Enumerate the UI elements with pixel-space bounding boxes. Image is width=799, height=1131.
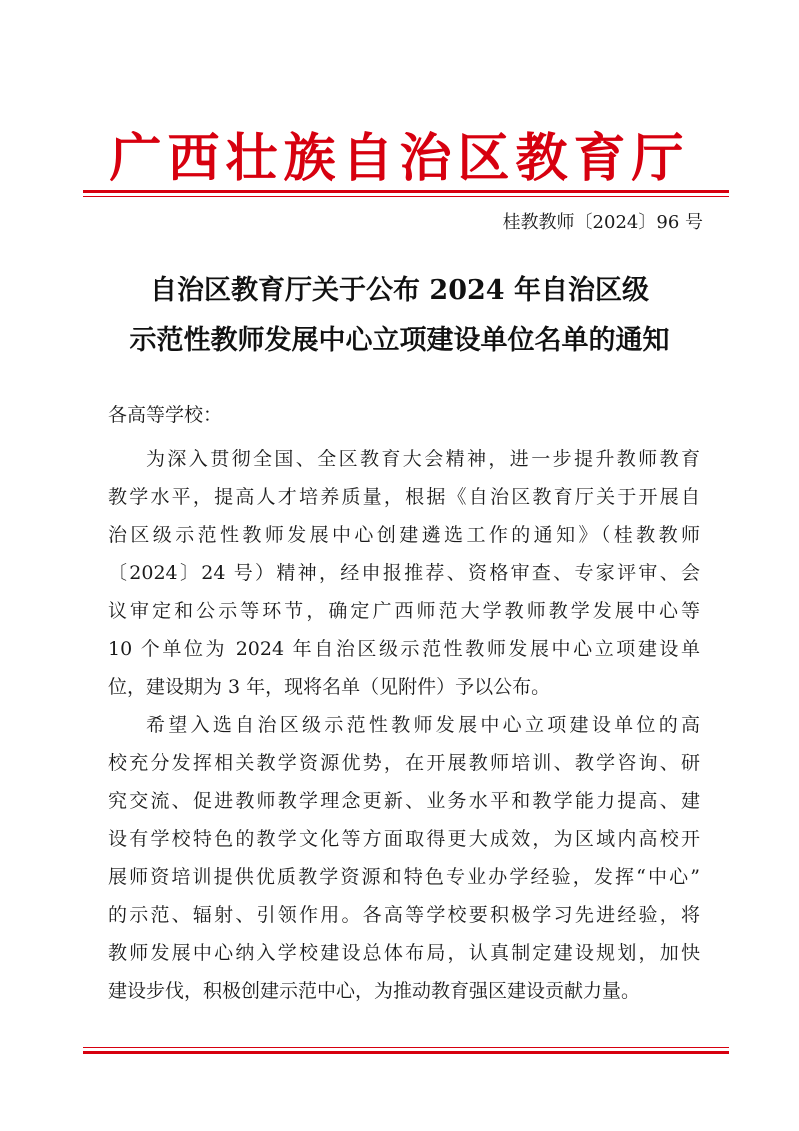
document-title: [0, 266, 799, 366]
paragraph-1: [108, 440, 700, 706]
paragraph-line: 治区级示范性教师发展中心创建遴选工作的通知》（桂教教师: [108, 524, 700, 546]
header-divider-thick: [83, 190, 729, 193]
paragraph-line: 〔2024〕24 号）精神，经申报推荐、资格审查、专家评审、会: [108, 562, 700, 584]
document-title-line: 自治区教育厅关于公布 2024 年自治区级: [150, 275, 649, 306]
paragraph-line: 议审定和公示等环节，确定广西师范大学教师教学发展中心等: [108, 600, 700, 622]
salutation: 各高等学校：: [108, 404, 223, 426]
document-title-line: 示范性教师发展中心立项建设单位名单的通知: [129, 325, 670, 356]
paragraph-line: 展师资培训提供优质教学资源和特色专业办学经验，发挥“中心”: [108, 866, 700, 888]
paragraph-line: 究交流、促进教师教学理念更新、业务水平和教学能力提高、建: [108, 790, 700, 812]
paragraph-line: 建设步伐，积极创建示范中心，为推动教育强区建设贡献力量。: [108, 980, 641, 1002]
paragraph-line: 为深入贯彻全国、全区教育大会精神，进一步提升教师教育: [146, 448, 700, 470]
paragraph-line: 希望入选自治区级示范性教师发展中心立项建设单位的高: [146, 714, 700, 736]
footer-divider-thin: [83, 1047, 729, 1048]
paragraph-line: 的示范、辐射、引领作用。各高等学校要积极学习先进经验，将: [108, 904, 700, 926]
paragraph-line: 位，建设期为 3 年，现将名单（见附件）予以公布。: [108, 676, 551, 698]
footer-divider-thick: [83, 1051, 729, 1054]
paragraph-line: 设有学校特色的教学文化等方面取得更大成效，为区域内高校开: [108, 828, 700, 850]
header-divider-thin: [83, 196, 729, 197]
paragraph-line: 10 个单位为 2024 年自治区级示范性教师发展中心立项建设单: [108, 638, 700, 660]
paragraph-line: 校充分发挥相关教学资源优势，在开展教师培训、教学咨询、研: [108, 752, 700, 774]
agency-title: 广西壮族自治区教育厅: [109, 128, 690, 189]
paragraph-line: 教学水平，提高人才培养质量，根据《自治区教育厅关于开展自: [108, 486, 700, 508]
document-number: 桂教教师〔2024〕96 号: [502, 212, 703, 233]
paragraph-line: 教师发展中心纳入学校建设总体布局，认真制定建设规划，加快: [108, 942, 700, 964]
paragraph-2: [108, 706, 700, 1010]
